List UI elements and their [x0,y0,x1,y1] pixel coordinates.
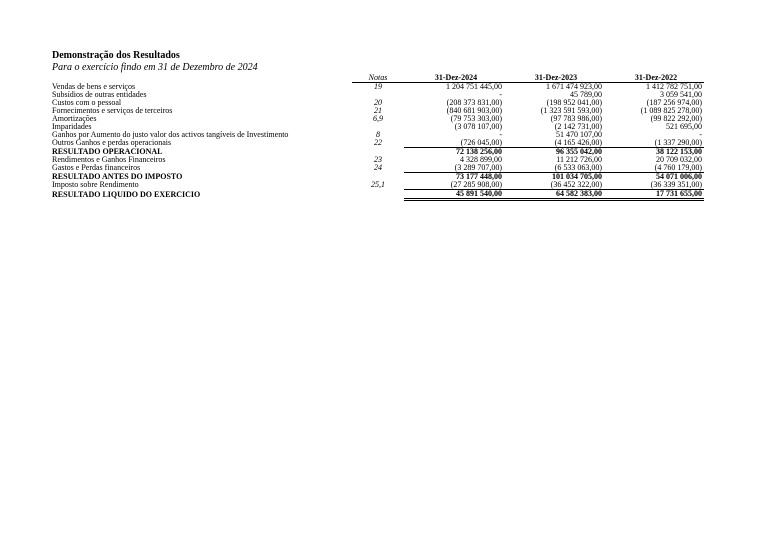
row-label: Gastos e Perdas financeiros [52,163,141,173]
value-2024: (27 285 908,00) [450,180,502,189]
value-2024: 45 891 540,00 [404,190,504,200]
row-notes: 25,1 [371,180,385,190]
value-2023: 101 034 705,00 [504,173,604,182]
row-label: Custos com o pessoal [52,98,122,107]
value-2024: (840 681 903,00) [446,106,502,115]
value-2024: 4 328 899,00 [460,155,502,164]
row-label: Imposto sobre Rendimento [52,180,139,190]
income-statement-table [52,74,704,201]
row-notes: 23 [374,155,382,164]
row-label: Vendas de bens e serviços [52,81,136,91]
value-2023: (6 533 063,00) [554,163,602,172]
value-2024: - [499,130,502,139]
row-notes: 20 [374,98,382,107]
value-2024: - [499,90,502,99]
value-2022: (99 822 292,00) [650,114,702,123]
document-subtitle: Para o exercício findo em 31 de Dezembro de 2024 [52,62,258,73]
value-2022: (187 256 974,00) [646,98,702,107]
row-label: Imparidades [52,122,92,131]
total-row-net-income [52,190,704,200]
value-2023: (1 323 591 593,00) [540,106,602,115]
value-2022: (1 089 825 278,00) [640,106,702,115]
row-label: RESULTADO OPERACIONAL [52,146,163,156]
value-2023: 11 212 726,00 [556,155,602,164]
value-2022: 17 731 655,00 [604,190,704,200]
value-2022: (4 760 179,00) [654,163,702,172]
value-2024: (3 289 707,00) [454,163,502,172]
row-label: Outros Ganhos e perdas operacionais [52,138,172,148]
value-2023: (97 783 986,00) [550,114,602,123]
header-notes: Notas [352,74,404,83]
document-title: Demonstração dos Resultados [52,50,180,61]
value-2022: 3 059 541,00 [660,90,702,99]
row-label: RESULTADO ANTES DO IMPOSTO [52,171,183,181]
table-row [52,181,704,190]
row-label: RESULTADO LIQUIDO DO EXERCICIO [52,189,201,199]
value-2023: 1 671 474 923,00 [546,82,602,91]
header-2024: 31-Dez-2024 [404,74,504,83]
row-notes: 6,9 [373,114,383,123]
row-label: Ganhos por Aumento do justo valor dos activos tangíveis de Investimento [52,130,289,139]
value-2022: 20 709 032,00 [656,155,702,164]
value-2024: (208 373 831,00) [446,98,502,107]
value-2022: - [699,130,702,139]
value-2023: 45 789,00 [570,90,602,99]
value-2022: 54 071 006,00 [604,173,704,182]
row-notes: 8 [376,130,380,139]
value-2022: (1 337 290,00) [654,138,702,147]
value-2022: 38 122 153,00 [604,148,704,157]
header-2022: 31-Dez-2022 [604,74,704,83]
value-2023: 51 470 107,00 [556,130,602,139]
value-2023: (2 142 731,00) [554,122,602,131]
row-label: Amortizações [52,114,97,123]
row-notes: 21 [374,106,382,115]
value-2024: 1 204 751 445,00 [446,82,502,91]
value-2024: (79 753 303,00) [450,114,502,123]
row-notes: 22 [374,138,382,148]
value-2024: (726 045,00) [460,138,502,147]
value-2022: 1 412 782 751,00 [646,82,702,91]
value-2023: (198 952 041,00) [546,98,602,107]
row-label: Rendimentos e Ganhos Financeiros [52,155,166,164]
value-2023: (36 452 322,00) [550,180,602,189]
value-2023: 64 582 383,00 [504,190,604,200]
table-row [52,83,704,92]
table-row [52,115,704,123]
value-2024: 73 177 448,00 [404,173,504,182]
value-2022: (36 339 351,00) [650,180,702,189]
value-2022: 521 695,00 [666,122,702,131]
value-2023: 96 355 042,00 [504,148,604,157]
financial-statement [52,50,704,201]
value-2023: (4 165 426,00) [554,138,602,147]
row-notes: 19 [374,82,382,91]
row-label: Subsídios de outras entidades [52,90,147,99]
row-label: Fornecimentos e serviços de terceiros [52,106,173,115]
row-notes: 24 [374,163,382,173]
row-notes [352,190,404,200]
value-2024: 72 138 256,00 [404,148,504,157]
value-2024: (3 078 107,00) [454,122,502,131]
header-2023: 31-Dez-2023 [504,74,604,83]
